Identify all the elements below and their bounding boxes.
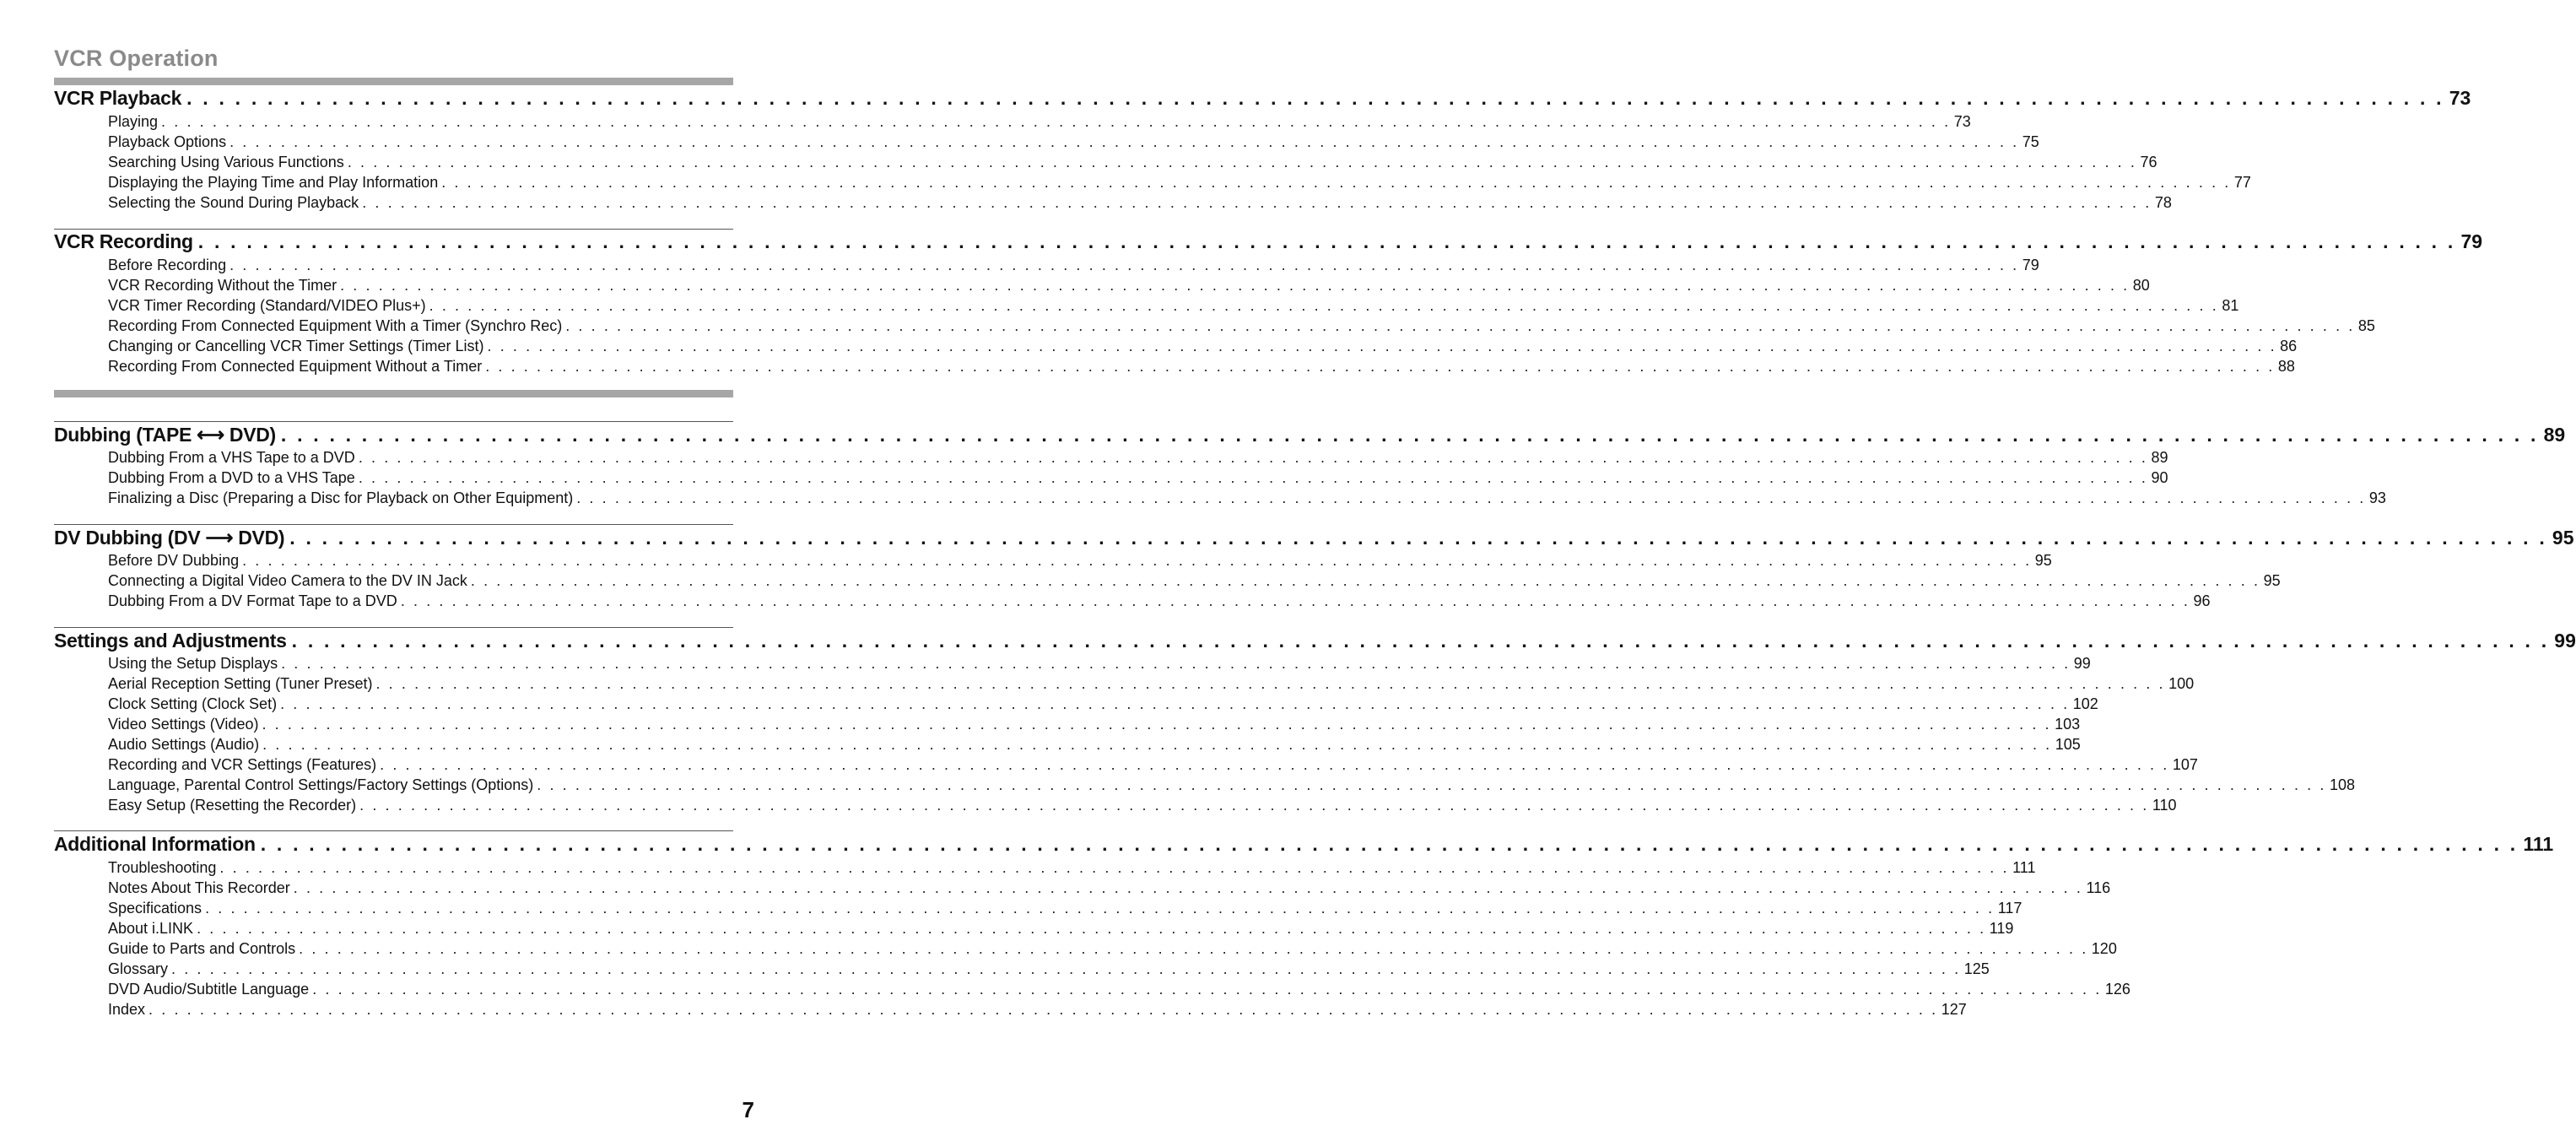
section-divider	[54, 421, 733, 422]
entry-title: Dubbing From a VHS Tape to a DVD	[108, 449, 355, 466]
toc-entry[interactable]	[108, 154, 2157, 172]
entry-page-number: 90	[2151, 469, 2168, 486]
section-title: VCR Recording	[54, 230, 193, 252]
dot-leader: . . . . . . . . . . . . . . . . . . . . . . . . . . . . . . . . . . . . . . . . . . . . . . . . . . . . . . . . . . . . . . . . . . . . . . . . . . . . . . . . . . . . . . . . . . . . . . . . . . . . . . . . . . . . . . . . . . . . . . . . . . . . . . . . . . . . . . . . . . . .	[197, 920, 1986, 937]
entry-page-number: 110	[2152, 797, 2177, 814]
dot-leader: . . . . . . . . . . . . . . . . . . . . . . . . . . . . . . . . . . . . . . . . . . . . . . . . . . . . . . . . . . . . . . . . . . . . . . . . . . . . . . . . . . . . . . . . . . . . . . . . . . . . . . . . . . . . . . . . . . . . . . . . . . . . . . . . . . . . . . . . . . . .	[299, 940, 2088, 957]
entry-title: Audio Settings (Audio)	[108, 736, 260, 753]
entry-title: Dubbing From a DVD to a VHS Tape	[108, 469, 355, 486]
toc-entry[interactable]	[108, 920, 2014, 938]
entry-title: Searching Using Various Functions	[108, 154, 344, 170]
dot-leader: . . . . . . . . . . . . . . . . . . . . . . . . . . . . . . . . . . . . . . . . . . . . . . . . . . . . . . . . . . . . . . . . . . . . . . . . . . . . . . . . . . . . . . . . . . . . . . . . . . . . . . . . . . . . . . . . . . . . . . . . . . . . . . . . . . . . . . . . . . . .	[280, 424, 2539, 446]
dot-leader: . . . . . . . . . . . . . . . . . . . . . . . . . . . . . . . . . . . . . . . . . . . . . . . . . . . . . . . . . . . . . . . . . . . . . . . . . . . . . . . . . . . . . . . . . . . . . . . . . . . . . . . . . . . . . . . . . . . . . . . . . . . . . . . . . . . . . . . . . . . .	[230, 257, 2019, 273]
entry-title: Language, Parental Control Settings/Factory Settings (Options)	[108, 776, 534, 793]
dot-leader: . . . . . . . . . . . . . . . . . . . . . . . . . . . . . . . . . . . . . . . . . . . . . . . . . . . . . . . . . . . . . . . . . . . . . . . . . . . . . . . . . . . . . . . . . . . . . . . . . . . . . . . . . . . . . . . . . . . . . . . . . . . . . . . . . . . . . . . . . . . .	[280, 695, 2070, 712]
entry-title: VCR Timer Recording (Standard/VIDEO Plus+)	[108, 297, 426, 314]
toc-entry[interactable]	[108, 469, 2168, 488]
entry-title: Glossary	[108, 960, 169, 977]
dot-leader: . . . . . . . . . . . . . . . . . . . . . . . . . . . . . . . . . . . . . . . . . . . . . . . . . . . . . . . . . . . . . . . . . . . . . . . . . . . . . . . . . . . . . . . . . . . . . . . . . . . . . . . . . . . . . . . . . . . . . . . . . . . . . . . . . . . . . . . . . . . .	[565, 317, 2355, 334]
dot-leader: . . . . . . . . . . . . . . . . . . . . . . . . . . . . . . . . . . . . . . . . . . . . . . . . . . . . . . . . . . . . . . . . . . . . . . . . . . . . . . . . . . . . . . . . . . . . . . . . . . . . . . . . . . . . . . . . . . . . . . . . . . . . . . . . . . . . . . . . . . . .	[260, 833, 2519, 855]
dot-leader: . . . . . . . . . . . . . . . . . . . . . . . . . . . . . . . . . . . . . . . . . . . . . . . . . . . . . . . . . . . . . . . . . . . . . . . . . . . . . . . . . . . . . . . . . . . . . . . . . . . . . . . . . . . . . . . . . . . . . . . . . . . . . . . . . . . . . . . . . . . .	[347, 154, 2137, 170]
entry-title: Dubbing From a DV Format Tape to a DVD	[108, 592, 397, 609]
toc-entry[interactable]	[108, 338, 2298, 356]
toc-entry[interactable]	[108, 449, 2168, 468]
entry-page-number: 86	[2280, 338, 2298, 354]
entry-title: Specifications	[108, 900, 203, 917]
entry-title: VCR Recording Without the Timer	[108, 277, 338, 294]
entry-page-number: 127	[1941, 1001, 1967, 1018]
entry-page-number: 105	[2055, 736, 2081, 753]
toc-entry[interactable]	[108, 695, 2098, 714]
entry-page-number: 120	[2091, 940, 2117, 957]
dot-leader: . . . . . . . . . . . . . . . . . . . . . . . . . . . . . . . . . . . . . . . . . . . . . . . . . . . . . . . . . . . . . . . . . . . . . . . . . . . . . . . . . . . . . . . . . . . . . . . . . . . . . . . . . . . . . . . . . . . . . . . . . . . . . . . . . . . . . . . . . . . .	[262, 736, 2052, 753]
entry-page-number: 96	[2193, 592, 2211, 609]
toc-entry[interactable]	[108, 736, 2081, 754]
section-divider	[54, 830, 733, 831]
entry-page-number: 85	[2357, 317, 2375, 334]
page-number: 7	[742, 1097, 754, 1122]
toc-entry[interactable]	[108, 133, 2039, 152]
entry-title: Displaying the Playing Time and Play Information	[108, 174, 439, 191]
toc-entry[interactable]	[108, 879, 2111, 898]
section-divider	[54, 627, 733, 628]
section-page-number: 73	[2449, 87, 2471, 109]
dot-leader: . . . . . . . . . . . . . . . . . . . . . . . . . . . . . . . . . . . . . . . . . . . . . . . . . . . . . . . . . . . . . . . . . . . . . . . . . . . . . . . . . . . . . . . . . . . . . . . . . . . . . . . . . . . . . . . . . . . . . . . . . . . . . . . . . . . . . . . . . . . .	[293, 879, 2083, 896]
section-page-number: 99	[2554, 630, 2576, 652]
entry-title: Video Settings (Video)	[108, 716, 259, 733]
entry-title: Guide to Parts and Controls	[108, 940, 296, 957]
part-divider-top	[54, 78, 733, 85]
section-divider	[54, 229, 733, 230]
section-title: Dubbing (TAPE ⟷ DVD)	[54, 424, 276, 446]
toc-entry[interactable]	[108, 859, 2036, 878]
toc-entry[interactable]	[108, 675, 2195, 694]
entry-page-number: 80	[2132, 277, 2150, 294]
entry-page-number: 102	[2072, 695, 2098, 712]
entry-page-number: 117	[1997, 900, 2022, 917]
section-title: DV Dubbing (DV ⟶ DVD)	[54, 527, 285, 549]
entry-page-number: 126	[2104, 981, 2130, 998]
entry-title: Changing or Cancelling VCR Timer Settings (Timer List)	[108, 338, 484, 354]
toc-entry[interactable]	[108, 981, 2130, 999]
dot-leader: . . . . . . . . . . . . . . . . . . . . . . . . . . . . . . . . . . . . . . . . . . . . . . . . . . . . . . . . . . . . . . . . . . . . . . . . . . . . . . . . . . . . . . . . . . . . . . . . . . . . . . . . . . . . . . . . . . . . . . . . . . . . . . . . . . . . . . . . . . . .	[230, 133, 2019, 150]
section-heading-settings-and-adjustments[interactable]	[54, 630, 2576, 655]
entry-title: Before Recording	[108, 257, 227, 273]
dot-leader: . . . . . . . . . . . . . . . . . . . . . . . . . . . . . . . . . . . . . . . . . . . . . . . . . . . . . . . . . . . . . . . . . . . . . . . . . . . . . . . . . . . . . . . . . . . . . . . . . . . . . . . . . . . . . . . . . . . . . . . . . . . . . . . . . . . . . . . . . . . .	[487, 338, 2277, 354]
entry-page-number: 88	[2277, 358, 2295, 375]
entry-title: Using the Setup Displays	[108, 655, 278, 672]
entry-page-number: 103	[2055, 716, 2081, 733]
dot-leader: . . . . . . . . . . . . . . . . . . . . . . . . . . . . . . . . . . . . . . . . . . . . . . . . . . . . . . . . . . . . . . . . . . . . . . . . . . . . . . . . . . . . . . . . . . . . . . . . . . . . . . . . . . . . . . . . . . . . . . . . . . . . . . . . . . . . . . . . . . . .	[576, 489, 2366, 506]
dot-leader: . . . . . . . . . . . . . . . . . . . . . . . . . . . . . . . . . . . . . . . . . . . . . . . . . . . . . . . . . . . . . . . . . . . . . . . . . . . . . . . . . . . . . . . . . . . . . . . . . . . . . . . . . . . . . . . . . . . . . . . . . . . . . . . . . . . . . . . . . . . .	[149, 1001, 1938, 1018]
entry-page-number: 95	[2034, 552, 2052, 569]
entry-title: DVD Audio/Subtitle Language	[108, 981, 310, 998]
dot-leader: . . . . . . . . . . . . . . . . . . . . . . . . . . . . . . . . . . . . . . . . . . . . . . . . . . . . . . . . . . . . . . . . . . . . . . . . . . . . . . . . . . . . . . . . . . . . . . . . . . . . . . . . . . . . . . . . . . . . . . . . . . . . . . . . . . . . . . . . . . . .	[400, 592, 2190, 609]
entry-title: Index	[108, 1001, 146, 1018]
section-heading-dubbing-tape-dvd[interactable]	[54, 424, 2566, 449]
toc-entry[interactable]	[108, 257, 2039, 275]
dot-leader: . . . . . . . . . . . . . . . . . . . . . . . . . . . . . . . . . . . . . . . . . . . . . . . . . . . . . . . . . . . . . . . . . . . . . . . . . . . . . . . . . . . . . . . . . . . . . . . . . . . . . . . . . . . . . . . . . . . . . . . . . . . . . . . . . . . . . . . . . . . .	[359, 797, 2149, 814]
toc-entry[interactable]	[108, 716, 2081, 734]
entry-page-number: 79	[2022, 257, 2039, 273]
entry-page-number: 107	[2172, 756, 2198, 773]
toc-entry[interactable]	[108, 489, 2386, 508]
dot-leader: . . . . . . . . . . . . . . . . . . . . . . . . . . . . . . . . . . . . . . . . . . . . . . . . . . . . . . . . . . . . . . . . . . . . . . . . . . . . . . . . . . . . . . . . . . . . . . . . . . . . . . . . . . . . . . . . . . . . . . . . . . . . . . . . . . . . . . . . . . . .	[262, 716, 2052, 733]
section-heading-vcr-playback[interactable]	[54, 87, 2471, 112]
entry-page-number: 76	[2140, 154, 2157, 170]
entry-title: Aerial Reception Setting (Tuner Preset)	[108, 675, 373, 692]
entry-page-number: 119	[1989, 920, 2014, 937]
toc-entry[interactable]	[108, 317, 2375, 336]
part-title: VCR Operation	[54, 46, 219, 71]
entry-title: About i.LINK	[108, 920, 194, 937]
entry-page-number: 78	[2154, 194, 2172, 211]
toc-entry[interactable]	[108, 940, 2117, 959]
dot-leader: . . . . . . . . . . . . . . . . . . . . . . . . . . . . . . . . . . . . . . . . . . . . . . . . . . . . . . . . . . . . . . . . . . . . . . . . . . . . . . . . . . . . . . . . . . . . . . . . . . . . . . . . . . . . . . . . . . . . . . . . . . . . . . . . . . . . . . . . . . . .	[161, 113, 1951, 130]
entry-title: Easy Setup (Resetting the Recorder)	[108, 797, 357, 814]
part-divider-bottom	[54, 390, 733, 397]
section-title: VCR Playback	[54, 87, 182, 109]
dot-leader: . . . . . . . . . . . . . . . . . . . . . . . . . . . . . . . . . . . . . . . . . . . . . . . . . . . . . . . . . . . . . . . . . . . . . . . . . . . . . . . . . . . . . . . . . . . . . . . . . . . . . . . . . . . . . . . . . . . . . . . . . . . . . . . . . . . . . . . . . . . .	[470, 572, 2260, 589]
toc-entry[interactable]	[108, 900, 2022, 918]
dot-leader: . . . . . . . . . . . . . . . . . . . . . . . . . . . . . . . . . . . . . . . . . . . . . . . . . . . . . . . . . . . . . . . . . . . . . . . . . . . . . . . . . . . . . . . . . . . . . . . . . . . . . . . . . . . . . . . . . . . . . . . . . . . . . . . . . . . . . . . . . . . .	[485, 358, 2275, 375]
dot-leader: . . . . . . . . . . . . . . . . . . . . . . . . . . . . . . . . . . . . . . . . . . . . . . . . . . . . . . . . . . . . . . . . . . . . . . . . . . . . . . . . . . . . . . . . . . . . . . . . . . . . . . . . . . . . . . . . . . . . . . . . . . . . . . . . . . . . . . . . . . . .	[362, 194, 2152, 211]
section-page-number: 79	[2460, 230, 2483, 252]
dot-leader: . . . . . . . . . . . . . . . . . . . . . . . . . . . . . . . . . . . . . . . . . . . . . . . . . . . . . . . . . . . . . . . . . . . . . . . . . . . . . . . . . . . . . . . . . . . . . . . . . . . . . . . . . . . . . . . . . . . . . . . . . . . . . . . . . . . . . . . . . . . .	[291, 630, 2550, 652]
toc-entry[interactable]	[108, 960, 1990, 979]
section-title: Additional Information	[54, 833, 256, 855]
entry-page-number: 116	[2086, 879, 2111, 896]
toc-entry[interactable]	[108, 1001, 1967, 1019]
dot-leader: . . . . . . . . . . . . . . . . . . . . . . . . . . . . . . . . . . . . . . . . . . . . . . . . . . . . . . . . . . . . . . . . . . . . . . . . . . . . . . . . . . . . . . . . . . . . . . . . . . . . . . . . . . . . . . . . . . . . . . . . . . . . . . . . . . . . . . . . . . . .	[205, 900, 1995, 917]
dot-leader: . . . . . . . . . . . . . . . . . . . . . . . . . . . . . . . . . . . . . . . . . . . . . . . . . . . . . . . . . . . . . . . . . . . . . . . . . . . . . . . . . . . . . . . . . . . . . . . . . . . . . . . . . . . . . . . . . . . . . . . . . . . . . . . . . . . . . . . . . . . .	[312, 981, 2102, 998]
dot-leader: . . . . . . . . . . . . . . . . . . . . . . . . . . . . . . . . . . . . . . . . . . . . . . . . . . . . . . . . . . . . . . . . . . . . . . . . . . . . . . . . . . . . . . . . . . . . . . . . . . . . . . . . . . . . . . . . . . . . . . . . . . . . . . . . . . . . . . . . . . . .	[380, 756, 2169, 773]
toc-entry[interactable]	[108, 655, 2091, 673]
section-heading-dv-dubbing-dv-dvd[interactable]	[54, 527, 2574, 552]
toc-entry[interactable]	[108, 174, 2251, 192]
entry-page-number: 111	[2012, 859, 2036, 876]
entry-title: Connecting a Digital Video Camera to the DV IN Jack	[108, 572, 467, 589]
entry-page-number: 81	[2222, 297, 2239, 314]
toc-entry[interactable]	[108, 756, 2198, 775]
entry-page-number: 75	[2022, 133, 2039, 150]
toc-entry[interactable]	[108, 776, 2355, 795]
dot-leader: . . . . . . . . . . . . . . . . . . . . . . . . . . . . . . . . . . . . . . . . . . . . . . . . . . . . . . . . . . . . . . . . . . . . . . . . . . . . . . . . . . . . . . . . . . . . . . . . . . . . . . . . . . . . . . . . . . . . . . . . . . . . . . . . . . . . . . . . . . . .	[219, 859, 2010, 876]
section-page-number: 111	[2523, 833, 2554, 855]
dot-leader: . . . . . . . . . . . . . . . . . . . . . . . . . . . . . . . . . . . . . . . . . . . . . . . . . . . . . . . . . . . . . . . . . . . . . . . . . . . . . . . . . . . . . . . . . . . . . . . . . . . . . . . . . . . . . . . . . . . . . . . . . . . . . . . . . . . . . . . . . . . .	[358, 449, 2148, 466]
entry-title: Clock Setting (Clock Set)	[108, 695, 278, 712]
toc-entry[interactable]	[108, 297, 2239, 316]
section-title: Settings and Adjustments	[54, 630, 287, 652]
dot-leader: . . . . . . . . . . . . . . . . . . . . . . . . . . . . . . . . . . . . . . . . . . . . . . . . . . . . . . . . . . . . . . . . . . . . . . . . . . . . . . . . . . . . . . . . . . . . . . . . . . . . . . . . . . . . . . . . . . . . . . . . . . . . . . . . . . . . . . . . . . . .	[375, 675, 2166, 692]
entry-title: Selecting the Sound During Playback	[108, 194, 359, 211]
entry-page-number: 125	[1963, 960, 1990, 977]
dot-leader: . . . . . . . . . . . . . . . . . . . . . . . . . . . . . . . . . . . . . . . . . . . . . . . . . . . . . . . . . . . . . . . . . . . . . . . . . . . . . . . . . . . . . . . . . . . . . . . . . . . . . . . . . . . . . . . . . . . . . . . . . . . . . . . . . . . . . . . . . . . .	[281, 655, 2071, 672]
entry-title: Finalizing a Disc (Preparing a Disc for Playback on Other Equipment)	[108, 489, 574, 506]
dot-leader: . . . . . . . . . . . . . . . . . . . . . . . . . . . . . . . . . . . . . . . . . . . . . . . . . . . . . . . . . . . . . . . . . . . . . . . . . . . . . . . . . . . . . . . . . . . . . . . . . . . . . . . . . . . . . . . . . . . . . . . . . . . . . . . . . . . . . . . . . . . .	[289, 527, 2547, 549]
entry-title: Playing	[108, 113, 159, 130]
entry-page-number: 99	[2073, 655, 2091, 672]
toc-entry[interactable]	[108, 552, 2052, 570]
section-divider	[54, 524, 733, 525]
entry-page-number: 108	[2329, 776, 2355, 793]
toc-entry[interactable]	[108, 572, 2281, 591]
toc-entry[interactable]	[108, 194, 2172, 213]
entry-title: Troubleshooting	[108, 859, 217, 876]
dot-leader: . . . . . . . . . . . . . . . . . . . . . . . . . . . . . . . . . . . . . . . . . . . . . . . . . . . . . . . . . . . . . . . . . . . . . . . . . . . . . . . . . . . . . . . . . . . . . . . . . . . . . . . . . . . . . . . . . . . . . . . . . . . . . . . . . . . . . . . . . . . .	[186, 87, 2444, 109]
dot-leader: . . . . . . . . . . . . . . . . . . . . . . . . . . . . . . . . . . . . . . . . . . . . . . . . . . . . . . . . . . . . . . . . . . . . . . . . . . . . . . . . . . . . . . . . . . . . . . . . . . . . . . . . . . . . . . . . . . . . . . . . . . . . . . . . . . . . . . . . . . . .	[441, 174, 2231, 191]
entry-title: Recording From Connected Equipment Without a Timer	[108, 358, 483, 375]
section-heading-additional-information[interactable]	[54, 833, 2554, 858]
toc-entry[interactable]	[108, 592, 2211, 611]
entry-page-number: 73	[1953, 113, 1971, 130]
entry-page-number: 93	[2368, 489, 2386, 506]
entry-page-number: 89	[2151, 449, 2168, 466]
section-page-number: 95	[2552, 527, 2574, 549]
dot-leader: . . . . . . . . . . . . . . . . . . . . . . . . . . . . . . . . . . . . . . . . . . . . . . . . . . . . . . . . . . . . . . . . . . . . . . . . . . . . . . . . . . . . . . . . . . . . . . . . . . . . . . . . . . . . . . . . . . . . . . . . . . . . . . . . . . . . . . . . . . . .	[242, 552, 2032, 569]
section-page-number: 89	[2543, 424, 2566, 446]
dot-leader: . . . . . . . . . . . . . . . . . . . . . . . . . . . . . . . . . . . . . . . . . . . . . . . . . . . . . . . . . . . . . . . . . . . . . . . . . . . . . . . . . . . . . . . . . . . . . . . . . . . . . . . . . . . . . . . . . . . . . . . . . . . . . . . . . . . . . . . . . . . .	[171, 960, 1961, 977]
dot-leader: . . . . . . . . . . . . . . . . . . . . . . . . . . . . . . . . . . . . . . . . . . . . . . . . . . . . . . . . . . . . . . . . . . . . . . . . . . . . . . . . . . . . . . . . . . . . . . . . . . . . . . . . . . . . . . . . . . . . . . . . . . . . . . . . . . . . . . . . . . . .	[358, 469, 2148, 486]
entry-title: Playback Options	[108, 133, 227, 150]
entry-title: Before DV Dubbing	[108, 552, 240, 569]
entry-title: Recording and VCR Settings (Features)	[108, 756, 377, 773]
dot-leader: . . . . . . . . . . . . . . . . . . . . . . . . . . . . . . . . . . . . . . . . . . . . . . . . . . . . . . . . . . . . . . . . . . . . . . . . . . . . . . . . . . . . . . . . . . . . . . . . . . . . . . . . . . . . . . . . . . . . . . . . . . . . . . . . . . . . . . . . . . . .	[429, 297, 2219, 314]
entry-title: Recording From Connected Equipment With a Timer (Synchro Rec)	[108, 317, 563, 334]
toc-entry[interactable]	[108, 113, 1971, 132]
dot-leader: . . . . . . . . . . . . . . . . . . . . . . . . . . . . . . . . . . . . . . . . . . . . . . . . . . . . . . . . . . . . . . . . . . . . . . . . . . . . . . . . . . . . . . . . . . . . . . . . . . . . . . . . . . . . . . . . . . . . . . . . . . . . . . . . . . . . . . . . . . . .	[340, 277, 2130, 294]
entry-page-number: 95	[2263, 572, 2281, 589]
entry-title: Notes About This Recorder	[108, 879, 290, 896]
section-heading-vcr-recording[interactable]	[54, 230, 2483, 256]
toc-entry[interactable]	[108, 358, 2295, 376]
toc-entry[interactable]	[108, 277, 2150, 295]
dot-leader: . . . . . . . . . . . . . . . . . . . . . . . . . . . . . . . . . . . . . . . . . . . . . . . . . . . . . . . . . . . . . . . . . . . . . . . . . . . . . . . . . . . . . . . . . . . . . . . . . . . . . . . . . . . . . . . . . . . . . . . . . . . . . . . . . . . . . . . . . . . .	[537, 776, 2326, 793]
dot-leader: . . . . . . . . . . . . . . . . . . . . . . . . . . . . . . . . . . . . . . . . . . . . . . . . . . . . . . . . . . . . . . . . . . . . . . . . . . . . . . . . . . . . . . . . . . . . . . . . . . . . . . . . . . . . . . . . . . . . . . . . . . . . . . . . . . . . . . . . . . . .	[197, 230, 2456, 252]
entry-page-number: 100	[2168, 675, 2195, 692]
entry-page-number: 77	[2233, 174, 2251, 191]
toc-entry[interactable]	[108, 797, 2177, 815]
